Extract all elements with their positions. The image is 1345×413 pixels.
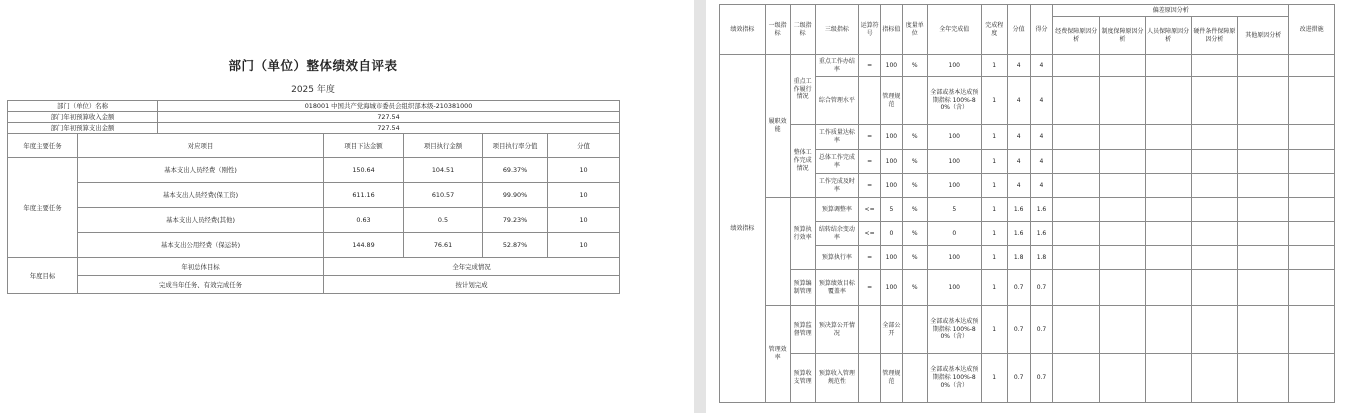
op: =	[859, 174, 881, 198]
left-page	[0, 0, 626, 413]
score: 4	[1007, 55, 1030, 77]
l3: 工作完成及时率	[815, 174, 859, 198]
info-value: 018001 中国共产党海城市委员会组织部本级-210381000	[158, 101, 620, 112]
op: =	[859, 246, 881, 270]
info-row	[8, 101, 620, 112]
val: 100	[880, 174, 902, 198]
got: 4	[1030, 174, 1053, 198]
l3-header: 三级指标	[815, 5, 859, 55]
l2-budget: 预算执行效率	[790, 198, 815, 270]
executed-header: 项目执行金额	[404, 134, 483, 158]
unit: %	[902, 150, 927, 174]
l3: 预算绩效目标覆盖率	[815, 270, 859, 306]
val-header: 指标值	[880, 5, 902, 55]
header-row	[720, 5, 1335, 17]
got: 4	[1030, 125, 1053, 150]
val: 管理规范	[880, 77, 902, 125]
task-score: 10	[579, 241, 588, 249]
op	[859, 354, 881, 403]
task-project: 基本支出人员经费(保工资)	[78, 183, 324, 208]
task-project: 基本支出人员经费（刚性)	[78, 158, 324, 183]
got: 0.7	[1030, 270, 1053, 306]
l2-prep: 预算编制管理	[790, 270, 815, 306]
score: 0.7	[1007, 270, 1030, 306]
l3: 综合管理水平	[815, 77, 859, 125]
dev-funding-header: 经费保障原因分析	[1053, 17, 1100, 55]
task-header: 年度主要任务	[8, 134, 78, 158]
perf-header: 绩效指标	[720, 5, 766, 55]
info-row	[8, 123, 620, 134]
l2-supervise: 预算监督管理	[790, 306, 815, 354]
task-issued: 0.63	[324, 208, 404, 233]
degree: 1	[981, 125, 1007, 150]
got-header: 得分	[1030, 5, 1053, 55]
op	[859, 306, 881, 354]
degree: 1	[981, 306, 1007, 354]
l3: 重点工作办结率	[815, 55, 859, 77]
indicator-row	[720, 55, 1335, 77]
actual: 5	[927, 198, 981, 222]
val: 100	[880, 270, 902, 306]
score: 4	[1007, 125, 1030, 150]
task-score: 10	[579, 191, 588, 199]
unit-header: 度量单位	[902, 5, 927, 55]
goal-done-header: 全年完成情况	[324, 258, 620, 276]
score: 4	[1007, 77, 1030, 125]
goal-target-header: 年初总体目标	[78, 258, 324, 276]
l1-mgmt: 管理效率	[765, 306, 790, 403]
page-title: 部门（单位）整体绩效自评表	[228, 58, 398, 73]
op	[859, 77, 881, 125]
actual: 100	[927, 55, 981, 77]
goal-target: 完成当年任务、有效完成任务	[78, 276, 324, 294]
rate-header: 项目执行率分值	[483, 134, 548, 158]
score: 4	[1007, 150, 1030, 174]
indicator-row	[720, 125, 1335, 150]
degree: 1	[981, 174, 1007, 198]
dev-staff-header: 人员保障原因分析	[1145, 17, 1191, 55]
degree: 1	[981, 77, 1007, 125]
task-issued: 144.89	[324, 233, 404, 258]
got: 4	[1030, 55, 1053, 77]
task-score-cell	[548, 183, 620, 208]
task-score-cell	[548, 233, 620, 258]
got: 4	[1030, 150, 1053, 174]
degree: 1	[981, 246, 1007, 270]
op: <=	[859, 198, 881, 222]
goal-row	[8, 276, 620, 294]
dev-other-header: 其他原因分析	[1238, 17, 1289, 55]
l3: 预算收入管理规范性	[815, 354, 859, 403]
unit: %	[902, 246, 927, 270]
actual: 全部或基本达成预期指标 100%-80%（含）	[927, 306, 981, 354]
task-row	[8, 233, 620, 258]
info-value: 727.54	[158, 112, 620, 123]
goal-label: 年度目标	[8, 258, 78, 294]
deviation-header: 偏差原因分析	[1053, 5, 1289, 17]
issued-header: 项目下达金额	[324, 134, 404, 158]
page-gutter	[694, 0, 706, 413]
task-rate: 69.37%	[483, 158, 548, 183]
val: 100	[880, 150, 902, 174]
self-evaluation-table	[7, 100, 620, 294]
unit: %	[902, 222, 927, 246]
score: 0.7	[1007, 354, 1030, 403]
l2-key: 重点工作履行情况	[790, 55, 815, 125]
l3: 预决算公开情况	[815, 306, 859, 354]
unit	[902, 77, 927, 125]
degree: 1	[981, 150, 1007, 174]
actual: 全部或基本达成预期指标 100%-80%（含）	[927, 77, 981, 125]
task-score: 10	[579, 166, 588, 174]
indicator-row	[720, 354, 1335, 403]
task-executed: 610.57	[404, 183, 483, 208]
val: 100	[880, 125, 902, 150]
val: 100	[880, 246, 902, 270]
l1-header: 一级指标	[765, 5, 790, 55]
val: 管理规范	[880, 354, 902, 403]
score: 4	[1007, 174, 1030, 198]
task-executed: 104.51	[404, 158, 483, 183]
score-header: 分值	[548, 134, 620, 158]
l3: 工作质量达标率	[815, 125, 859, 150]
unit	[902, 306, 927, 354]
l3: 预算调整率	[815, 198, 859, 222]
task-row	[8, 183, 620, 208]
task-executed: 0.5	[404, 208, 483, 233]
l3: 预算执行率	[815, 246, 859, 270]
degree: 1	[981, 55, 1007, 77]
actual: 100	[927, 270, 981, 306]
project-header: 对应项目	[78, 134, 324, 158]
task-header-row	[8, 134, 620, 158]
got: 1.8	[1030, 246, 1053, 270]
unit: %	[902, 270, 927, 306]
actual: 100	[927, 150, 981, 174]
l3: 总体工作完成率	[815, 150, 859, 174]
degree: 1	[981, 222, 1007, 246]
indicator-table	[719, 4, 1335, 403]
actual: 0	[927, 222, 981, 246]
task-rate: 99.90%	[483, 183, 548, 208]
info-row	[8, 112, 620, 123]
report-year: 2025 年度	[291, 85, 335, 95]
score-header: 分值	[1007, 5, 1030, 55]
dev-system-header: 制度保障原因分析	[1100, 17, 1146, 55]
l2-header: 二级指标	[790, 5, 815, 55]
dev-hardware-header: 硬件条件保障原因分析	[1191, 17, 1238, 55]
op: =	[859, 55, 881, 77]
degree-header: 完成程度	[981, 5, 1007, 55]
unit: %	[902, 174, 927, 198]
perf-label: 绩效指标	[720, 55, 766, 403]
score: 1.8	[1007, 246, 1030, 270]
info-label: 部门年初预算收入金额	[8, 112, 158, 123]
task-row	[8, 158, 620, 183]
l2-income: 预算收支管理	[790, 354, 815, 403]
val: 全部公开	[880, 306, 902, 354]
op: =	[859, 150, 881, 174]
unit: %	[902, 198, 927, 222]
actual: 全部或基本达成预期指标 100%-80%（含）	[927, 354, 981, 403]
op: =	[859, 125, 881, 150]
op: <=	[859, 222, 881, 246]
improve-header: 改进措施	[1289, 5, 1335, 55]
l2-overall: 整体工作完成情况	[790, 125, 815, 198]
unit: %	[902, 55, 927, 77]
indicator-row	[720, 270, 1335, 306]
actual: 100	[927, 125, 981, 150]
indicator-row	[720, 198, 1335, 222]
score: 1.6	[1007, 222, 1030, 246]
info-label: 部门（单位）名称	[8, 101, 158, 112]
got: 0.7	[1030, 354, 1053, 403]
degree: 1	[981, 198, 1007, 222]
goal-header-row	[8, 258, 620, 276]
task-score: 10	[579, 216, 588, 224]
unit	[902, 354, 927, 403]
task-executed: 76.61	[404, 233, 483, 258]
goal-done: 按计划完成	[324, 276, 620, 294]
info-label: 部门年初预算支出金额	[8, 123, 158, 134]
score: 1.6	[1007, 198, 1030, 222]
actual: 100	[927, 246, 981, 270]
got: 1.6	[1030, 198, 1053, 222]
l1-duty: 履职效能	[765, 55, 790, 198]
task-issued: 150.64	[324, 158, 404, 183]
actual: 100	[927, 174, 981, 198]
task-project: 基本支出公用经费（保运转)	[78, 233, 324, 258]
info-value: 727.54	[158, 123, 620, 134]
unit: %	[902, 125, 927, 150]
got: 1.6	[1030, 222, 1053, 246]
actual-header: 全年完成值	[927, 5, 981, 55]
task-rate: 79.23%	[483, 208, 548, 233]
task-score-cell	[548, 208, 620, 233]
task-issued: 611.16	[324, 183, 404, 208]
task-rate: 52.87%	[483, 233, 548, 258]
score: 0.7	[1007, 306, 1030, 354]
op: =	[859, 270, 881, 306]
val: 5	[880, 198, 902, 222]
l3: 结转结余变动率	[815, 222, 859, 246]
val: 0	[880, 222, 902, 246]
task-score-cell	[548, 158, 620, 183]
tasks-label: 年度主要任务	[8, 158, 78, 258]
got: 0.7	[1030, 306, 1053, 354]
op-header: 运算符号	[859, 5, 881, 55]
got: 4	[1030, 77, 1053, 125]
task-project: 基本支出人员经费(其他)	[78, 208, 324, 233]
task-row	[8, 208, 620, 233]
degree: 1	[981, 354, 1007, 403]
degree: 1	[981, 270, 1007, 306]
val: 100	[880, 55, 902, 77]
indicator-row	[720, 306, 1335, 354]
